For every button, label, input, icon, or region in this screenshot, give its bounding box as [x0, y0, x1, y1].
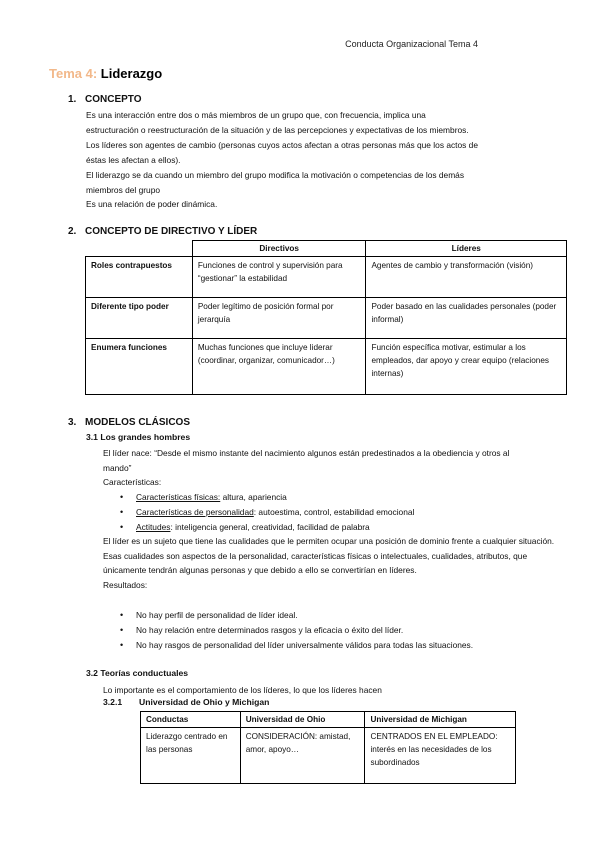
row-label: Roles contrapuestos: [86, 257, 193, 298]
section-number: 2.: [68, 226, 77, 237]
text-line: estructuración o reestructuración de la situación y de las percepciones y expectativas de los miembros.: [86, 124, 469, 135]
table-cell: Liderazgo centrado en las personas: [141, 728, 241, 784]
text-line: Es una interacción entre dos o más miembros de un grupo que, con frecuencia, implica una: [86, 110, 426, 120]
text-line: El liderazgo se da cuando un miembro del grupo modifica la motivación o competencias de los demás: [86, 169, 465, 180]
subsection-3-2-1-heading: [103, 697, 269, 707]
list-item: • No hay perfil de personalidad de líder ideal.: [103, 608, 473, 623]
section-title: CONCEPTO: [85, 94, 142, 105]
characteristics-list: [103, 490, 414, 535]
section-number: 1.: [68, 94, 77, 105]
list-item: • No hay rasgos de personalidad del líder universalmente válidos para todas las situaciones.: [103, 638, 473, 653]
table-row: [86, 257, 567, 298]
results-label: Resultados:: [103, 579, 148, 590]
table-cell: Poder legítimo de posición formal por jerarquía: [192, 298, 366, 339]
text-line: Es una relación de poder dinámica.: [86, 199, 218, 210]
list-item: [103, 505, 414, 520]
row-label: Diferente tipo poder: [86, 298, 193, 339]
section-2-heading: [68, 226, 257, 237]
running-header: Conducta Organizacional Tema 4: [345, 39, 478, 49]
item-text: : autoestima, control, estabilidad emocional: [253, 507, 415, 517]
table-header-empty: [86, 241, 193, 257]
subsection-3-1-body: [103, 534, 565, 592]
table-row: [86, 298, 567, 339]
section-number: 3.: [68, 417, 77, 428]
list-item: [103, 520, 414, 535]
table-row: [86, 339, 567, 395]
subsection-3-1-heading: 3.1 Los grandes hombres: [86, 432, 191, 442]
table-cell: Agentes de cambio y transformación (visión): [366, 257, 567, 298]
directivo-lider-table: [85, 240, 567, 395]
table-cell: Muchas funciones que incluye liderar (coordinar, organizar, comunicador…): [192, 339, 366, 395]
characteristics-label: Características:: [103, 477, 162, 488]
title-main: Liderazgo: [100, 66, 163, 81]
text-line: éstas les afectan a ellos).: [86, 154, 181, 165]
ohio-michigan-table: [140, 711, 516, 784]
table-cell: Funciones de control y supervisión para “gestionar” la estabilidad: [192, 257, 366, 298]
section-title: CONCEPTO DE DIRECTIVO Y LÍDER: [85, 226, 258, 237]
row-label: Enumera funciones: [86, 339, 193, 395]
section-3-heading: [68, 417, 190, 428]
list-item: • No hay relación entre determinados rasgos y la eficacia o éxito del líder.: [103, 623, 473, 638]
table-header: Directivos: [192, 241, 366, 257]
list-item: [103, 490, 414, 505]
subsection-3-2-intro: Lo importante es el comportamiento de los líderes, lo que los líderes hacen: [103, 685, 382, 695]
quote-text: El líder nace: “Desde el mismo instante del nacimiento algunos están predestinados a la obediencia y otros al mando”: [103, 448, 510, 473]
table-cell: Poder basado en las cualidades personales (poder informal): [366, 298, 567, 339]
table-header: Conductas: [141, 712, 241, 728]
body-paragraph: El líder es un sujeto que tiene las cualidades que le permiten ocupar una posición de dominio frente a cualquier situación. Esas cualidades son aspectos de la personalidad, características físicas o intelectuales, cualidades, atributos, que únicamente tendrán algunas personas y que debido a ello se convertirían en líderes.: [103, 536, 555, 576]
item-label: Actitudes: [136, 522, 171, 532]
subsection-title: Universidad de Ohio y Michigan: [139, 697, 270, 707]
item-text: altura, apariencia: [220, 492, 287, 502]
item-label: Características físicas:: [136, 492, 221, 502]
item-text: : inteligencia general, creatividad, facilidad de palabra: [170, 522, 370, 532]
table-cell: CONSIDERACIÓN: amistad, amor, apoyo…: [240, 728, 365, 784]
subsection-3-1-intro: [103, 446, 533, 490]
table-header: Líderes: [366, 241, 567, 257]
section-1-body: [86, 108, 564, 212]
section-title: MODELOS CLÁSICOS: [85, 417, 191, 428]
table-header: Universidad de Michigan: [365, 712, 516, 728]
text-line: Los líderes son agentes de cambio (personas cuyos actos afectan a otras personas más que los actos de: [86, 139, 478, 150]
subsection-3-2-heading: 3.2 Teorías conductuales: [86, 668, 189, 678]
table-cell: CENTRADOS EN EL EMPLEADO: interés en las necesidades de los subordinados: [365, 728, 516, 784]
results-list: [103, 608, 473, 653]
subsection-number: 3.2.1: [103, 697, 123, 707]
title-prefix: Tema 4:: [49, 66, 98, 81]
text-line: miembros del grupo: [86, 184, 161, 195]
page-title: [49, 66, 162, 81]
section-1-heading: [68, 94, 142, 105]
table-header: Universidad de Ohio: [240, 712, 365, 728]
table-row: [141, 728, 516, 784]
table-cell: Función específica motivar, estimular a los empleados, dar apoyo y crear equipo (relaciones internas): [366, 339, 567, 395]
item-label: Características de personalidad: [136, 507, 254, 517]
